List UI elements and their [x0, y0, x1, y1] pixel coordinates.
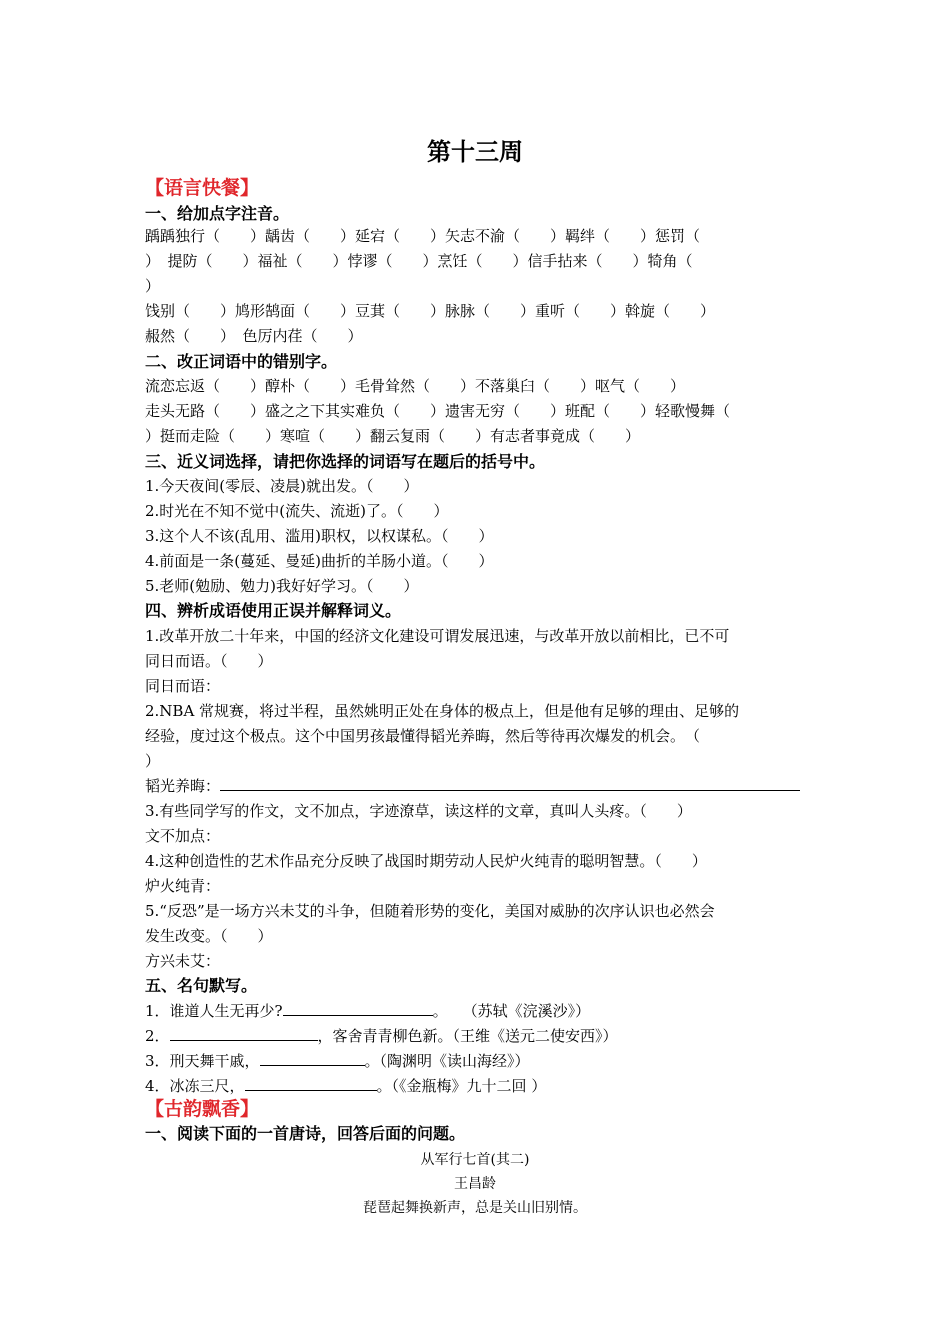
q5-heading: 五、名句默写。 — [145, 976, 258, 995]
q5-line-4-source: 。（《金瓶梅》九十二回 ） — [376, 1077, 547, 1095]
section-ancient-heading: 【古韵飘香】 — [145, 1098, 260, 1120]
q5-line-1-source: 。 （苏轼《浣溪沙》） — [432, 1002, 591, 1020]
q4-heading: 四、辨析成语使用正误并解释词义。 — [145, 601, 402, 620]
q3-line-5: 5.老师(勉励、勉力)我好好学习。（ ） — [145, 577, 419, 595]
q4-item3-line-a: 3.有些同学写的作文，文不加点，字迹潦草，读这样的文章，真叫人头疼。（ ） — [145, 802, 692, 820]
poem-title: 从军行七首(其二) — [420, 1152, 530, 1168]
q2-line-1: 流恋忘返（ ）醇朴（ ）毛骨耸然（ ）不落巢臼（ ）呕气（ ） — [145, 377, 686, 395]
q1-heading: 一、给加点字注音。 — [145, 204, 290, 223]
q5-line-3-blank[interactable] — [260, 1051, 365, 1066]
q4-item4-label: 炉火纯青： — [145, 877, 221, 895]
q5-line-3-source: 。（陶渊明《读山海经》） — [364, 1052, 530, 1070]
q1-line-4: 饯别（ ）鸠形鹄面（ ）豆萁（ ）脉脉（ ）重听（ ）斡旋（ ） — [145, 302, 716, 320]
q2-line-3: ）挺而走险（ ）寒喧（ ）翻云复雨（ ）有志者事竟成（ ） — [145, 427, 641, 445]
q1-line-3: ） — [145, 277, 161, 295]
poem-line-1: 琵琶起舞换新声，总是关山旧别情。 — [363, 1200, 587, 1216]
q5-line-1 — [145, 1001, 810, 1021]
q3-line-4: 4.前面是一条(蔓延、曼延)曲折的羊肠小道。（ ） — [145, 552, 494, 570]
q5-line-4-prompt: 4．冰冻三尺， — [145, 1077, 245, 1095]
q4-item2-line-a: 2.NBA 常规赛，将过半程，虽然姚明正处在身体的极点上，但是他有足够的理由、足够的 — [145, 702, 740, 720]
q4-item3-label: 文不加点： — [145, 827, 221, 845]
q3-line-2: 2.时光在不知不觉中(流失、流逝)了。（ ） — [145, 502, 449, 520]
q5-line-4 — [145, 1076, 810, 1096]
q5-line-3 — [145, 1051, 810, 1071]
q1-line-2: ） 提防（ ）福祉（ ）悖谬（ ）烹饪（ ）信手拈来（ ）犄角（ — [145, 252, 693, 270]
q2-line-2: 走头无路（ ）盛之之下其实难负（ ）遗害无穷（ ）班配（ ）轻歌慢舞（ — [145, 402, 731, 420]
q5-line-1-prompt: 1．谁道人生无再少? — [145, 1002, 283, 1020]
q5-line-2-source: ，客舍青青柳色新。（王维《送元二使安西》） — [317, 1027, 618, 1045]
q5-line-2 — [145, 1026, 810, 1046]
q4-item5-line-b: 发生改变。（ ） — [145, 927, 273, 945]
q4-item1-label: 同日而语： — [145, 677, 221, 695]
q5-line-2-blank[interactable] — [170, 1026, 318, 1041]
q5-line-4-blank[interactable] — [245, 1076, 377, 1091]
section-language-heading: 【语言快餐】 — [145, 177, 260, 199]
q4-item2-label: 韬光养晦： — [145, 777, 221, 795]
page-title: 第十三周 — [427, 137, 523, 166]
q5-line-2-prompt: 2． — [145, 1027, 170, 1045]
ancient-q1-heading: 一、阅读下面的一首唐诗，回答后面的问题。 — [145, 1124, 466, 1143]
q4-item2-answer-blank[interactable] — [220, 776, 800, 791]
q4-item1-line-a: 1.改革开放二十年来，中国的经济文化建设可谓发展迅速，与改革开放以前相比，已不可 — [145, 627, 730, 645]
q5-line-1-blank[interactable] — [283, 1001, 433, 1016]
q4-item2-line-c: ） — [145, 752, 161, 770]
q3-heading: 三、近义词选择，请把你选择的词语写在题后的括号中。 — [145, 452, 546, 471]
q2-heading: 二、改正词语中的错别字。 — [145, 352, 338, 371]
q3-line-3: 3.这个人不该(乱用、滥用)职权，以权谋私。（ ） — [145, 527, 494, 545]
q5-line-3-prompt: 3．刑天舞干戚， — [145, 1052, 260, 1070]
q4-item5-label: 方兴未艾： — [145, 952, 221, 970]
q1-line-1: 踽踽独行（ ）龋齿（ ）延宕（ ）矢志不渝（ ）羁绊（ ）惩罚（ — [145, 227, 701, 245]
q4-item2-answer-row — [145, 776, 810, 796]
q1-line-5: 赧然（ ） 色厉内荏（ ） — [145, 327, 363, 345]
q4-item1-line-b: 同日而语。（ ） — [145, 652, 273, 670]
q3-line-1: 1.今天夜间(零辰、凌晨)就出发。（ ） — [145, 477, 419, 495]
q4-item2-line-b: 经验，度过这个极点。这个中国男孩最懂得韬光养晦，然后等待再次爆发的机会。 （ — [145, 727, 701, 745]
q4-item5-line-a: 5.“反恐”是一场方兴未艾的斗争，但随着形势的变化，美国对威胁的次序认识也必然会 — [145, 902, 715, 920]
q4-item4-line-a: 4.这种创造性的艺术作品充分反映了战国时期劳动人民炉火纯青的聪明智慧。（ ） — [145, 852, 707, 870]
poem-author: 王昌龄 — [454, 1176, 496, 1192]
